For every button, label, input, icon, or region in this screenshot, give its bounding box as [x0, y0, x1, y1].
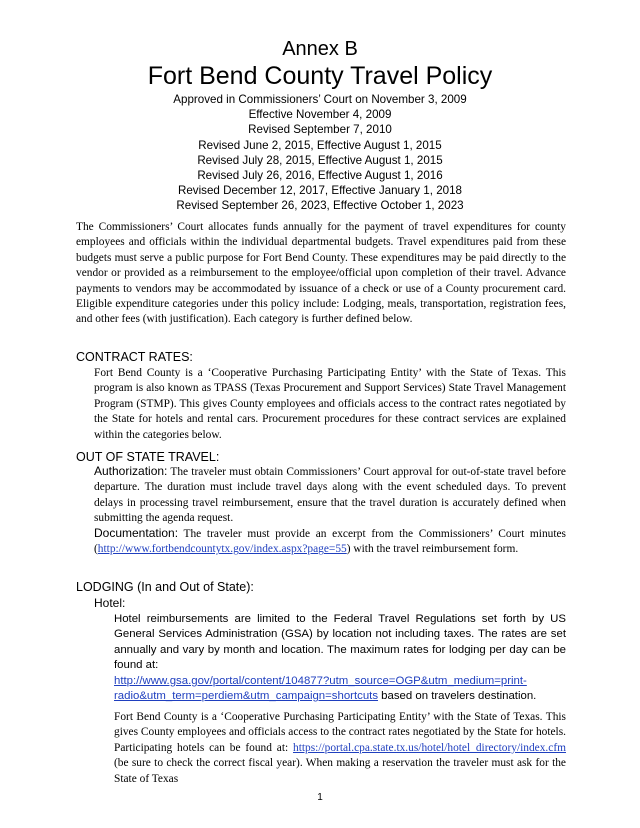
annex-label: Annex B: [282, 38, 358, 60]
lodging-heading: LODGING (In and Out of State):: [76, 580, 254, 594]
page-title: Fort Bend County Travel Policy: [147, 62, 493, 90]
contract-rates-text: Fort Bend County is a ‘Cooperative Purchasing Participating Entity’ with the State of Texas. This program is also known as TPASS (Texas Procurement and Support Services) State Travel Management Program (STMP). This gives County employees and officials access to the contract rates negotiated by the State for hotels and rental cars. Procurement procedures for these contract services are explained within the categories below.: [94, 367, 566, 441]
date-line: Revised September 26, 2023, Effective October 1, 2023: [176, 199, 464, 213]
date-line: Revised September 7, 2010: [248, 123, 392, 137]
hotel-text: Hotel reimbursements are limited to the Federal Travel Regulations set forth by US General Services Administration (GSA) by location not including taxes. The rates are set annually and vary by month and location. The maximum rates for lodging per day can be found at:: [114, 613, 566, 672]
gsa-suffix: based on travelers destination.: [378, 690, 537, 703]
date-line: Revised July 26, 2016, Effective August 1, 2016: [197, 169, 443, 183]
date-line: Revised July 28, 2015, Effective August 1, 2015: [197, 153, 443, 167]
coop-text: Fort Bend County is a ‘Cooperative Purchasing Participating Entity’ with the State of Texas. This gives County employees and officials access to the contract rates negotiated by the State for hotels. Participating hotels can be found at:: [114, 711, 566, 754]
coop-text-end: (be sure to check the correct fiscal year). When making a reservation the traveler must ask for the State of Texas: [114, 757, 566, 785]
gsa-link[interactable]: http://www.gsa.gov/portal/content/104877?utm_source=OGP&utm_medium=print-radio&utm_term=perdiem&utm_campaign=shortcuts: [114, 674, 527, 703]
date-line: Revised December 12, 2017, Effective January 1, 2018: [177, 184, 462, 198]
hotel-directory-link[interactable]: https://portal.cpa.state.tx.us/hotel/hotel_directory/index.cfm: [293, 741, 566, 754]
intro-paragraph: The Commissioners’ Court allocates funds annually for the payment of travel expenditures for county employees and officials within the individual departmental budgets. Travel expenditures paid from these budgets must serve a public purpose for Fort Bend County. These expenditures may be paid directly to the vendor or provided as a reimbursement to the employee/official upon completion of their travel. Advance payments to vendors may be accommodated by issuance of a check or use of a County procurement card. Eligible expenditure categories under this policy include: Lodging, meals, transportation, registration fees, and other fees (with justification). Each category is further defined below.: [76, 221, 566, 326]
documentation-text: The traveler must provide an excerpt from the Commissioners’ Court minutes (: [94, 528, 566, 556]
authorization-text: The traveler must obtain Commissioners’ Court approval for out-of-state travel before departure. The duration must include travel days along with the event scheduled days. To prevent delays in processing travel reimbursement, ensure that the travel duration is accurately defined when submitting the agenda request.: [94, 466, 566, 525]
date-line: Revised June 2, 2015, Effective August 1, 2015: [198, 138, 442, 152]
documentation-paragraph: [94, 526, 566, 558]
contract-rates-heading: CONTRACT RATES:: [76, 350, 193, 364]
out-of-state-heading: OUT OF STATE TRAVEL:: [76, 450, 220, 464]
date-line: Approved in Commissioners’ Court on November 3, 2009: [173, 93, 467, 106]
date-line: Effective November 4, 2009: [248, 108, 392, 122]
minutes-link[interactable]: http://www.fortbendcountytx.gov/index.aspx?page=55: [97, 543, 347, 556]
documentation-text-end: ) with the travel reimbursement form.: [346, 543, 519, 556]
authorization-label: Authorization:: [94, 464, 168, 478]
cooperative-paragraph: [114, 710, 566, 787]
revision-dates: [0, 92, 640, 214]
authorization-paragraph: [94, 464, 566, 527]
page-number: 1: [317, 792, 323, 803]
documentation-label: Documentation:: [94, 526, 179, 540]
hotel-paragraph: [114, 612, 566, 704]
hotel-label: Hotel:: [94, 596, 126, 610]
